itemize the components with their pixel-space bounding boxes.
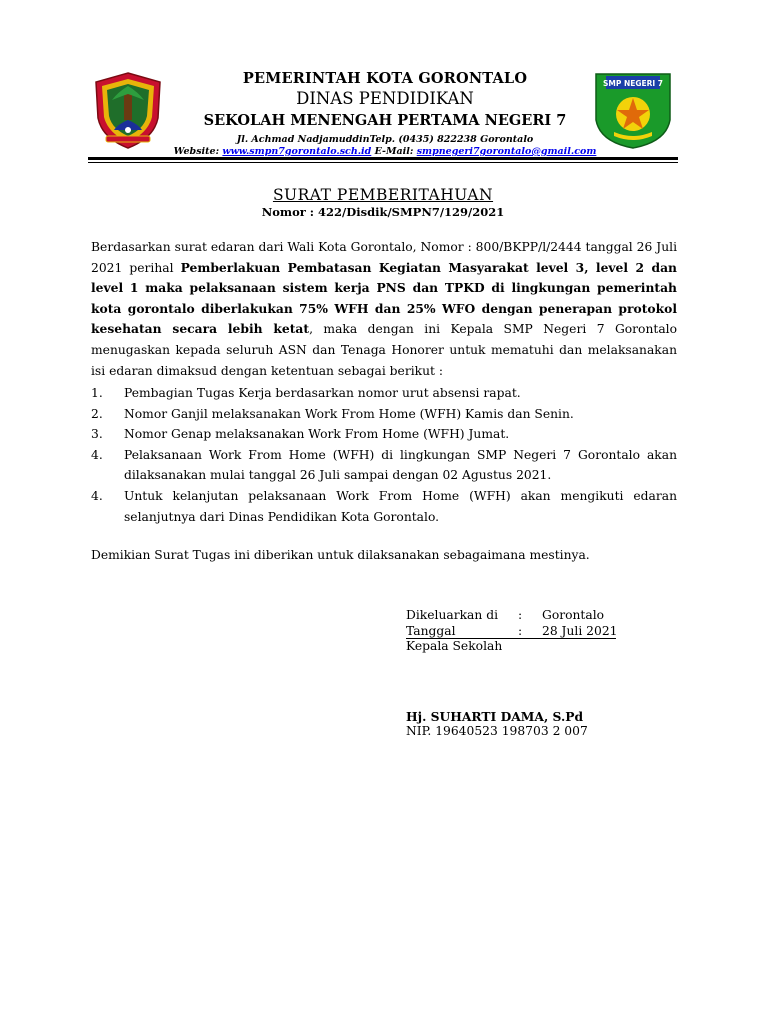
- letterhead: [160, 70, 610, 158]
- smp-negeri-7-emblem-icon: [590, 68, 676, 150]
- issued-value: Gorontalo: [542, 608, 605, 622]
- list-item: [91, 383, 677, 404]
- list-item-text: Untuk kelanjutan pelaksanaan Work From Home (WFH) akan mengikuti edaran selanjutnya dari Dinas Pendidikan Kota Gorontalo.: [124, 488, 677, 524]
- list-item-number: 4.: [91, 447, 103, 462]
- issued-place-row: [406, 608, 646, 624]
- list-item-number: 4.: [91, 488, 103, 503]
- list-item: [91, 424, 677, 445]
- list-item-text: Nomor Genap melaksanakan Work From Home (WFH) Jumat.: [124, 427, 510, 442]
- list-item-number: 1.: [91, 386, 103, 400]
- letter-title: [88, 186, 678, 219]
- list-item-number: 2.: [91, 406, 103, 421]
- date-colon: :: [518, 623, 523, 638]
- list-item: [91, 404, 677, 425]
- kota-gorontalo-emblem-icon: [88, 70, 168, 150]
- paragraph-bold-text: Pemberlakuan Pembatasan Kegiatan Masyarakat level 3, level 2 dan level 1 maka pelaksanaan sistem kerja PNS dan TPKD di lingkungan pemerintah kota gorontalo diberlakukan 75% WFH dan 25% WFO dengan penerapan protokol kesehatan secara lebih ketat: [91, 259, 677, 337]
- email-label: E-Mail:: [374, 146, 414, 157]
- list-item-text: Nomor Ganjil melaksanakan Work From Home (WFH) Kamis dan Senin.: [124, 406, 574, 421]
- letterhead-divider-thick: [88, 157, 678, 160]
- paragraph-text-end: , maka dengan ini Kepala SMP Negeri 7 Gorontalo menugaskan kepada seluruh ASN dan Tenaga Honorer untuk mematuhi dan melaksanakan isi edaran dimaksud dengan ketentuan sebagai berikut :: [91, 322, 677, 378]
- letter-number: Nomor : 422/Disdik/SMPN7/129/2021: [261, 205, 505, 219]
- provisions-list: [91, 383, 677, 527]
- list-item-number: 3.: [91, 427, 103, 442]
- list-item: [91, 445, 677, 486]
- closing-sentence: Demikian Surat Tugas ini diberikan untuk dilaksanakan sebagaimana mestinya.: [91, 548, 590, 562]
- school-name: SEKOLAH MENENGAH PERTAMA NEGERI 7: [203, 112, 567, 129]
- opening-paragraph: [91, 237, 677, 381]
- department-name: DINAS PENDIDIKAN: [296, 89, 474, 108]
- list-item: [91, 486, 677, 527]
- school-address: Jl. Achmad NadjamuddinTelp. (0435) 822238 Gorontalo: [236, 134, 534, 145]
- list-item-text: Pelaksanaan Work From Home (WFH) di lingkungan SMP Negeri 7 Gorontalo akan dilaksanakan mulai tanggal 26 Juli sampai dengan 02 Agustus 2021.: [124, 447, 677, 483]
- signatory-position: Kepala Sekolah: [406, 639, 503, 653]
- letterhead-divider-thin: [88, 162, 678, 163]
- issued-label: Dikeluarkan di: [406, 608, 498, 622]
- paragraph-text-start: Berdasarkan surat edaran dari Wali Kota Gorontalo, Nomor : 800/BKPP/l/2444 tanggal 26 Juli 2021 perihal: [91, 240, 677, 275]
- email-link[interactable]: smpnegeri7gorontalo@gmail.com: [416, 146, 597, 157]
- government-name: PEMERINTAH KOTA GORONTALO: [242, 70, 528, 87]
- issued-colon: :: [518, 608, 523, 622]
- signatory-nip: NIP. 19640523 198703 2 007: [406, 724, 588, 738]
- website-link[interactable]: www.smpn7gorontalo.sch.id: [222, 146, 372, 157]
- signature-block: [406, 608, 646, 738]
- date-row: [406, 624, 646, 640]
- signatory-name: Hj. SUHARTI DAMA, S.Pd: [406, 709, 584, 724]
- letter-heading: SURAT PEMBERITAHUAN: [272, 186, 494, 204]
- website-label: Website:: [173, 146, 220, 157]
- date-label: Tanggal: [406, 623, 456, 638]
- emblem-text: SMP NEGERI 7: [602, 79, 664, 88]
- list-item-text: Pembagian Tugas Kerja berdasarkan nomor urut absensi rapat.: [124, 386, 521, 400]
- date-value: 28 Juli 2021: [542, 623, 618, 638]
